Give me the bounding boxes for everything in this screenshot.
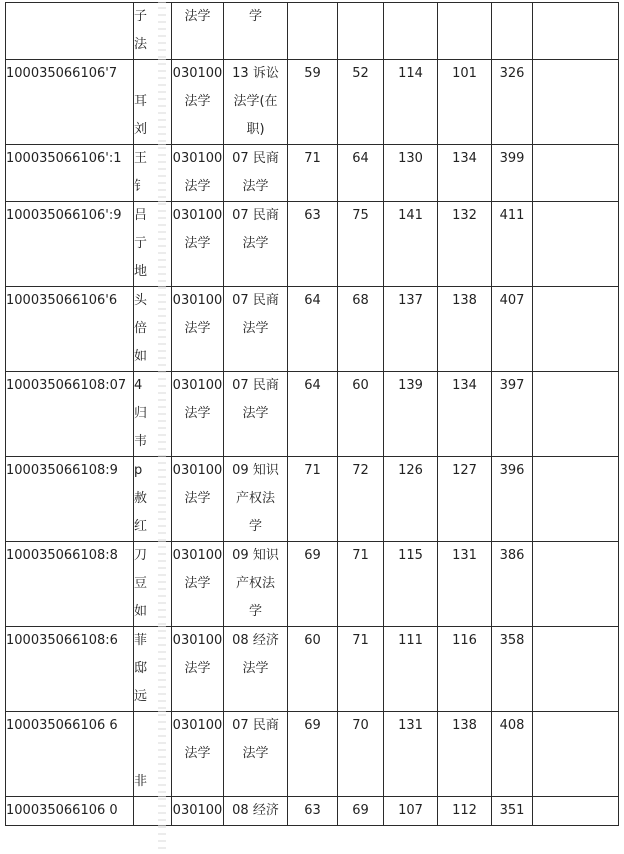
research-field-cell-line: 学 <box>248 604 262 619</box>
remarks-cell <box>533 145 619 202</box>
candidate-name-cell-line: 如 <box>134 349 148 364</box>
research-field-cell-line: 07 民商 <box>232 378 279 393</box>
remarks-cell <box>533 60 619 145</box>
score-subject1-cell: 139 <box>384 372 438 457</box>
remarks-cell <box>533 457 619 542</box>
score-total-cell: 407 <box>492 287 533 372</box>
candidate-name-cell-line: 如 <box>134 604 148 619</box>
major-code-cell-line: 法学 <box>184 661 211 676</box>
table-row <box>6 712 619 797</box>
score-total-cell: 326 <box>492 60 533 145</box>
redaction-mask <box>158 2 166 854</box>
research-field-cell-line: 学 <box>248 9 262 24</box>
research-field-cell-line: 09 知识 <box>232 463 279 478</box>
research-field-cell-line: 13 诉讼 <box>232 66 279 81</box>
major-code-cell <box>172 3 224 60</box>
candidate-name-cell-line: 刘 <box>134 122 148 137</box>
score-subject2-cell <box>438 3 492 60</box>
major-code-cell <box>172 627 224 712</box>
major-code-cell-line: 030100 <box>172 151 223 166</box>
table-row <box>6 3 619 60</box>
major-code-cell-line: 030100 <box>172 293 223 308</box>
score-subject2-cell: 112 <box>438 797 492 826</box>
research-field-cell <box>224 627 288 712</box>
major-code-cell-line: 030100 <box>172 463 223 478</box>
major-code-cell-line: 法学 <box>184 576 211 591</box>
table-row <box>6 202 619 287</box>
score-politics-cell: 64 <box>288 372 338 457</box>
score-subject2-cell: 132 <box>438 202 492 287</box>
candidate-id-cell: 100035066106'6 <box>6 287 134 372</box>
research-field-cell-line: 产权法 <box>235 576 275 591</box>
major-code-cell-line: 法学 <box>184 179 211 194</box>
table-row <box>6 457 619 542</box>
score-foreign-language-cell: 64 <box>338 145 384 202</box>
research-field-cell-line: 07 民商 <box>232 293 279 308</box>
research-field-cell-line: 07 民商 <box>232 208 279 223</box>
score-politics-cell: 69 <box>288 542 338 627</box>
score-foreign-language-cell: 71 <box>338 627 384 712</box>
research-field-cell <box>224 202 288 287</box>
candidate-name-cell-line: 吕 <box>134 208 148 223</box>
score-subject2-cell: 138 <box>438 712 492 797</box>
score-total-cell: 408 <box>492 712 533 797</box>
major-code-cell-line: 法学 <box>184 321 211 336</box>
score-subject1-cell: 111 <box>384 627 438 712</box>
table-body <box>6 3 619 826</box>
remarks-cell <box>533 372 619 457</box>
score-subject2-cell: 116 <box>438 627 492 712</box>
score-politics-cell: 69 <box>288 712 338 797</box>
score-table <box>5 2 619 826</box>
score-politics-cell <box>288 3 338 60</box>
major-code-cell-line: 030100 <box>172 633 223 648</box>
score-subject1-cell: 115 <box>384 542 438 627</box>
candidate-id-cell: 100035066108:07 <box>6 372 134 457</box>
candidate-name-cell-line: 菲 <box>134 633 148 648</box>
candidate-id-cell: 100035066108:6 <box>6 627 134 712</box>
research-field-cell <box>224 457 288 542</box>
major-code-cell-line: 法学 <box>184 491 211 506</box>
research-field-cell <box>224 287 288 372</box>
candidate-id-cell: 100035066108:8 <box>6 542 134 627</box>
research-field-cell-line: 法学 <box>242 236 269 251</box>
major-code-cell <box>172 797 224 826</box>
score-subject1-cell: 130 <box>384 145 438 202</box>
table-row <box>6 372 619 457</box>
score-subject2-cell: 134 <box>438 145 492 202</box>
score-subject2-cell: 138 <box>438 287 492 372</box>
score-subject2-cell: 131 <box>438 542 492 627</box>
score-politics-cell: 63 <box>288 797 338 826</box>
major-code-cell-line: 030100 <box>172 378 223 393</box>
score-politics-cell: 64 <box>288 287 338 372</box>
research-field-cell-line: 09 知识 <box>232 548 279 563</box>
research-field-cell-line: 职) <box>246 122 265 137</box>
major-code-cell <box>172 287 224 372</box>
score-foreign-language-cell: 68 <box>338 287 384 372</box>
remarks-cell <box>533 712 619 797</box>
research-field-cell-line: 08 经济 <box>232 803 279 818</box>
table-row <box>6 797 619 826</box>
score-subject1-cell: 141 <box>384 202 438 287</box>
score-foreign-language-cell: 52 <box>338 60 384 145</box>
table-row <box>6 627 619 712</box>
score-subject1-cell: 114 <box>384 60 438 145</box>
candidate-name-cell-line: 远 <box>134 689 148 704</box>
score-foreign-language-cell: 72 <box>338 457 384 542</box>
candidate-id-cell: 100035066106':9 <box>6 202 134 287</box>
research-field-cell-line: 07 民商 <box>232 718 279 733</box>
score-foreign-language-cell: 71 <box>338 542 384 627</box>
score-politics-cell: 71 <box>288 457 338 542</box>
score-subject2-cell: 134 <box>438 372 492 457</box>
remarks-cell <box>533 797 619 826</box>
research-field-cell-line: 07 民商 <box>232 151 279 166</box>
major-code-cell-line: 法学 <box>184 9 211 24</box>
candidate-name-cell-line: 4 <box>134 378 143 393</box>
research-field-cell <box>224 145 288 202</box>
research-field-cell-line: 学 <box>248 519 262 534</box>
score-foreign-language-cell <box>338 3 384 60</box>
major-code-cell-line: 法学 <box>184 406 211 421</box>
candidate-name-cell-line: 耳 <box>134 94 148 109</box>
candidate-id-cell: 100035066106 6 <box>6 712 134 797</box>
table-row <box>6 145 619 202</box>
score-total-cell: 399 <box>492 145 533 202</box>
candidate-name-cell-line: 王 <box>134 151 148 166</box>
score-subject1-cell: 131 <box>384 712 438 797</box>
research-field-cell <box>224 712 288 797</box>
score-total-cell: 358 <box>492 627 533 712</box>
score-foreign-language-cell: 70 <box>338 712 384 797</box>
major-code-cell-line: 法学 <box>184 746 211 761</box>
table-row <box>6 287 619 372</box>
research-field-cell <box>224 372 288 457</box>
major-code-cell-line: 法学 <box>184 94 211 109</box>
major-code-cell <box>172 60 224 145</box>
candidate-name-cell-line: 子 <box>134 9 148 24</box>
candidate-id-cell: 100035066108:9 <box>6 457 134 542</box>
candidate-name-cell-line: 法 <box>134 37 148 52</box>
score-foreign-language-cell: 69 <box>338 797 384 826</box>
research-field-cell <box>224 60 288 145</box>
research-field-cell-line: 法学 <box>242 406 269 421</box>
research-field-cell-line: 产权法 <box>235 491 275 506</box>
research-field-cell-line: 法学 <box>242 179 269 194</box>
remarks-cell <box>533 202 619 287</box>
score-total-cell: 351 <box>492 797 533 826</box>
candidate-name-cell-line: 非 <box>134 774 148 789</box>
major-code-cell-line: 030100 <box>172 66 223 81</box>
candidate-name-cell-line: p <box>134 463 143 478</box>
major-code-cell-line: 030100 <box>172 803 223 818</box>
table-row <box>6 60 619 145</box>
candidate-name-cell-line: 刀 <box>134 548 148 563</box>
score-subject1-cell <box>384 3 438 60</box>
candidate-name-cell-line: 豆 <box>134 576 148 591</box>
score-subject2-cell: 127 <box>438 457 492 542</box>
candidate-name-cell-line: 头 <box>134 293 148 308</box>
score-foreign-language-cell: 60 <box>338 372 384 457</box>
table-row <box>6 542 619 627</box>
candidate-id-cell <box>6 3 134 60</box>
score-politics-cell: 63 <box>288 202 338 287</box>
score-politics-cell: 60 <box>288 627 338 712</box>
candidate-id-cell: 100035066106'7 <box>6 60 134 145</box>
major-code-cell-line: 030100 <box>172 208 223 223</box>
score-subject1-cell: 137 <box>384 287 438 372</box>
remarks-cell <box>533 627 619 712</box>
candidate-name-cell-line: 韦 <box>134 434 148 449</box>
research-field-cell-line: 法学 <box>242 746 269 761</box>
major-code-cell-line: 法学 <box>184 236 211 251</box>
major-code-cell <box>172 145 224 202</box>
score-total-cell: 386 <box>492 542 533 627</box>
research-field-cell <box>224 542 288 627</box>
major-code-cell-line: 030100 <box>172 548 223 563</box>
research-field-cell-line: 法学(在 <box>233 94 278 109</box>
major-code-cell <box>172 372 224 457</box>
major-code-cell <box>172 542 224 627</box>
candidate-name-cell-line: 红 <box>134 519 148 534</box>
score-total-cell: 397 <box>492 372 533 457</box>
score-politics-cell: 71 <box>288 145 338 202</box>
major-code-cell-line: 030100 <box>172 718 223 733</box>
remarks-cell <box>533 3 619 60</box>
research-field-cell <box>224 3 288 60</box>
candidate-name-cell-line: 倍 <box>134 321 148 336</box>
remarks-cell <box>533 542 619 627</box>
candidate-id-cell: 100035066106 0 <box>6 797 134 826</box>
research-field-cell-line: 法学 <box>242 661 269 676</box>
research-field-cell <box>224 797 288 826</box>
major-code-cell <box>172 457 224 542</box>
candidate-name-cell-line: 亍 <box>134 236 148 251</box>
candidate-name-cell-line: 邸 <box>134 661 148 676</box>
score-politics-cell: 59 <box>288 60 338 145</box>
remarks-cell <box>533 287 619 372</box>
candidate-name-cell-line: 钅 <box>134 179 148 194</box>
major-code-cell <box>172 202 224 287</box>
score-total-cell: 411 <box>492 202 533 287</box>
candidate-id-cell: 100035066106':1 <box>6 145 134 202</box>
research-field-cell-line: 08 经济 <box>232 633 279 648</box>
score-subject1-cell: 107 <box>384 797 438 826</box>
score-subject1-cell: 126 <box>384 457 438 542</box>
score-total-cell <box>492 3 533 60</box>
research-field-cell-line: 法学 <box>242 321 269 336</box>
score-total-cell: 396 <box>492 457 533 542</box>
score-foreign-language-cell: 75 <box>338 202 384 287</box>
candidate-name-cell-line: 地 <box>134 264 148 279</box>
candidate-name-cell-line: 赦 <box>134 491 148 506</box>
major-code-cell <box>172 712 224 797</box>
candidate-name-cell-line: 归 <box>134 406 148 421</box>
score-subject2-cell: 101 <box>438 60 492 145</box>
